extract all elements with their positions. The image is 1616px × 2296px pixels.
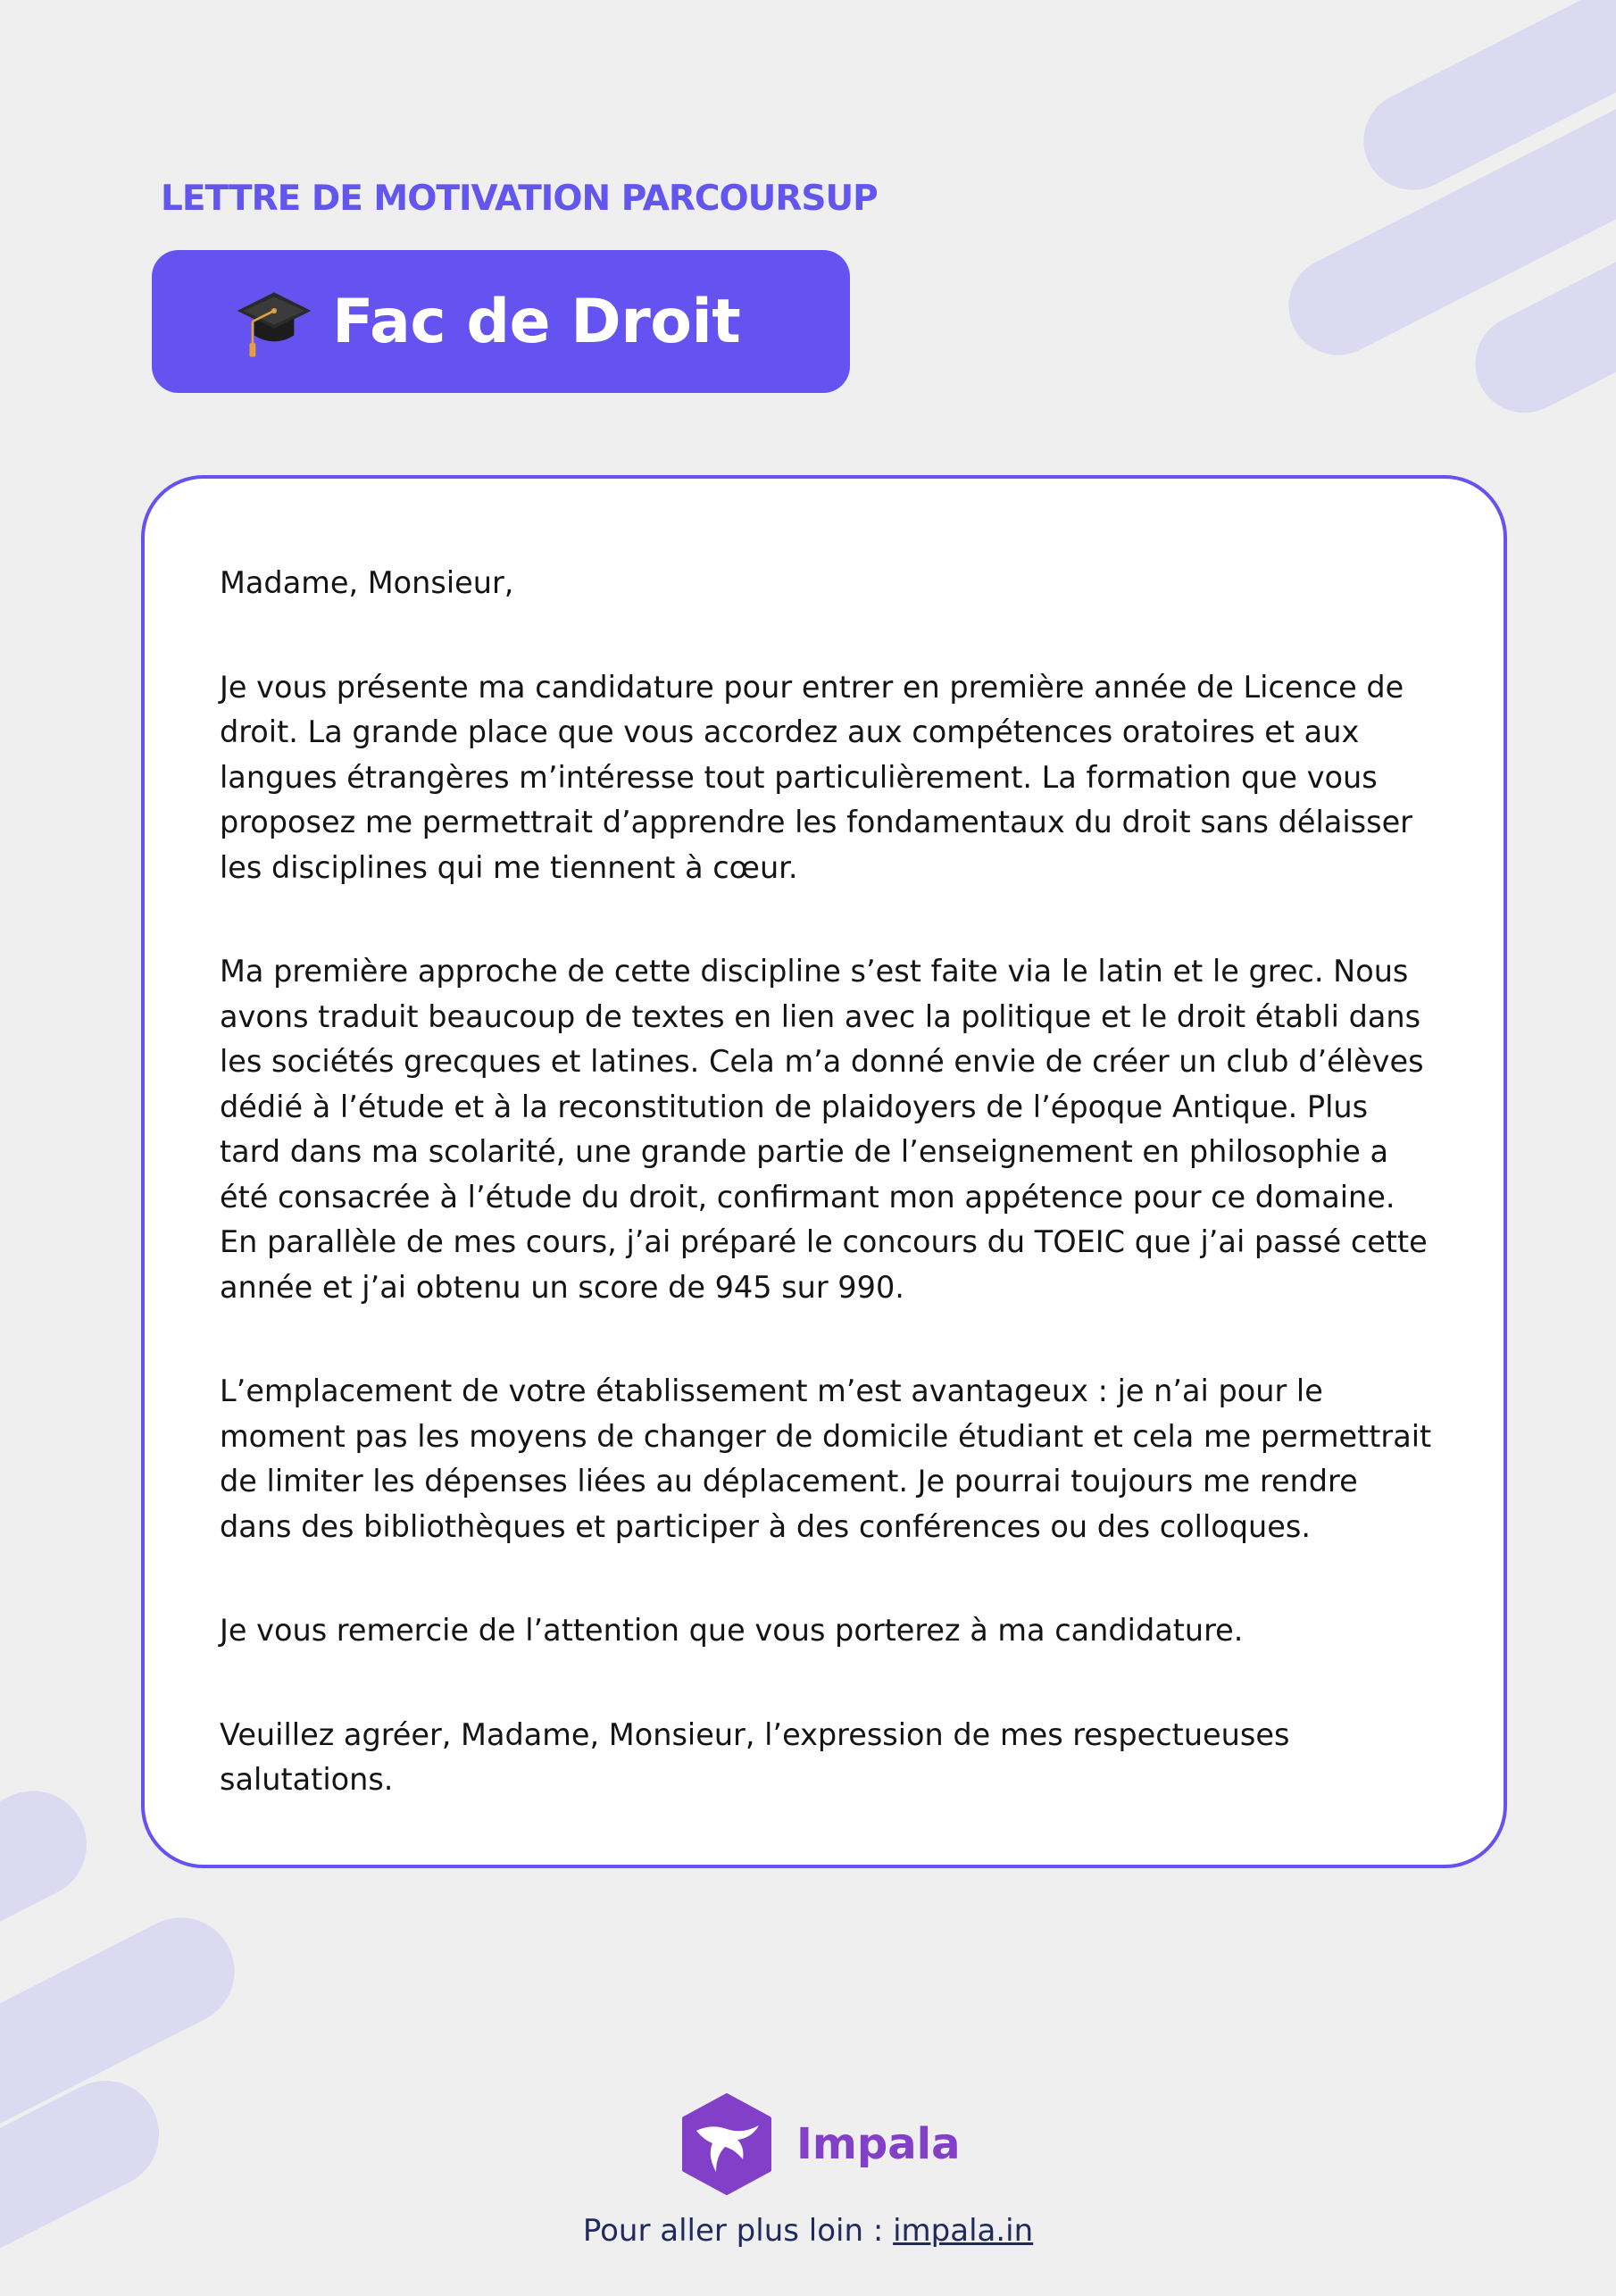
footer-prefix: Pour aller plus loin : [582,2213,894,2249]
page-title: Fac de Droit [332,286,741,357]
letter-paragraph: Je vous remercie de l’attention que vous porterez à ma candidature. [220,1613,1244,1648]
graduation-cap-icon [236,283,312,360]
letter-card [141,475,1507,1868]
letter-paragraph: Ma première approche de cette discipline s’est faite via le latin et le grec. Nous avons traduit beaucoup de textes en lien avec la politique et le droit établi dans les sociétés grecques et latines. Cela m’a donné envie de créer un club d’élèves dédié à l’étude et à la reconstitution de plaidoyers de l’époque Antique. Plus tard dans ma scolarité, une grande partie de l’enseignement en philosophie a été consacrée à l’étude du droit, confirmant mon appétence pour ce domaine. En parallèle de mes cours, j’ai préparé le concours du TOEIC que j’ai passé cette année et j’ai obtenu un score de 945 sur 990. [220,954,1428,1305]
letter-paragraph: L’emplacement de votre établissement m’est avantageux : je n’ai pour le moment pas les moyens de changer de domicile étudiant et cela me permettrait de limiter les dépenses liées au déplacement. Je pourrai toujours me rendre dans des bibliothèques et participer à des conférences ou des colloques. [220,1373,1432,1544]
title-banner [152,250,850,393]
letter-salutation: Madame, Monsieur, [220,565,514,600]
impala-logo-icon [680,2093,773,2195]
brand-name: Impala [796,2119,961,2169]
letter-closing: Veuillez agréer, Madame, Monsieur, l’expression de mes respectueuses salutations. [220,1716,1290,1797]
footer-link[interactable]: impala.in [893,2213,1034,2249]
page-eyebrow: LETTRE DE MOTIVATION PARCOURSUP [161,179,878,219]
footer-brand [680,2093,960,2195]
letter-paragraph: Je vous présente ma candidature pour entrer en première année de Licence de droit. La grande place que vous accordez aux compétences oratoires et aux langues étrangères m’intéresse tout particulièrement. La formation que vous proposez me permettrait d’apprendre les fondamentaux du droit sans délaisser les disciplines qui me tiennent à cœur. [220,669,1412,885]
footer-line [0,2213,1616,2249]
